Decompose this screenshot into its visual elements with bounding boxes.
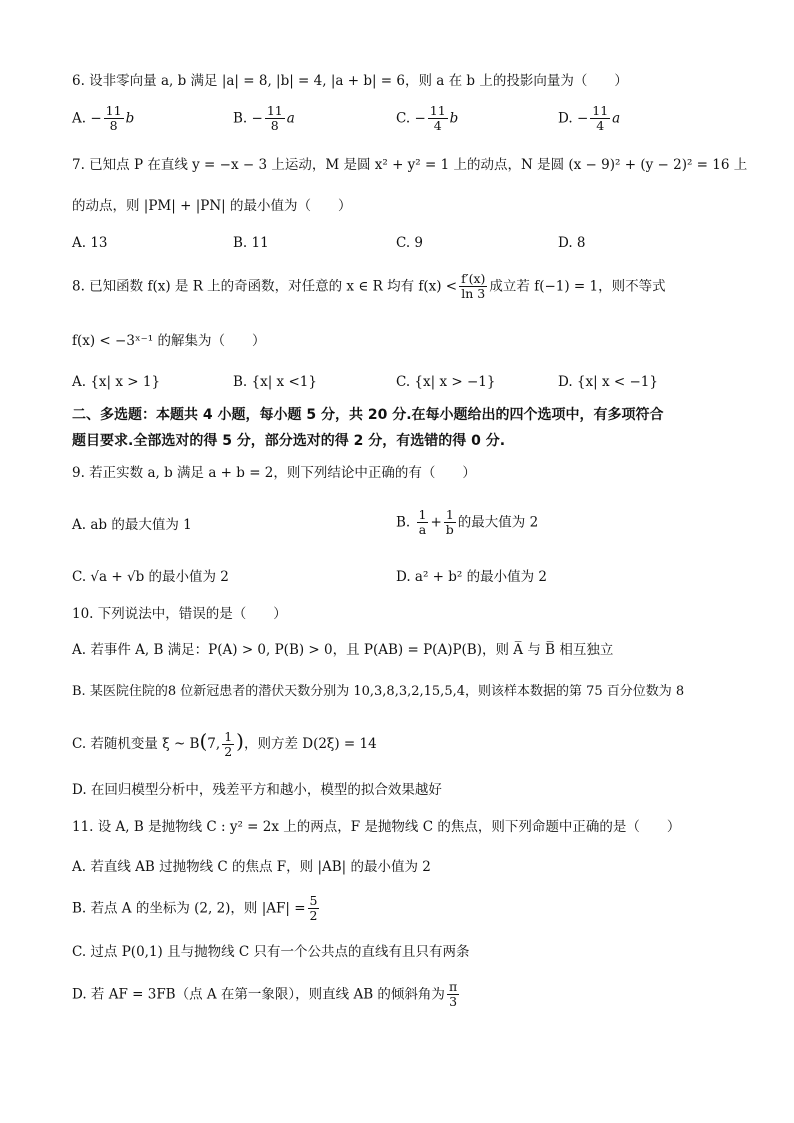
q8-option-c: C. {x| x > −1} [396,374,496,390]
q10-c-part1: C. 若随机变量 ξ ~ B [72,736,200,752]
q7-option-d: D. 8 [558,235,586,251]
option-label: B. [233,110,248,127]
q8-option-d: D. {x| x < −1} [558,374,658,390]
q8-option-a: A. {x| x > 1} [72,374,161,390]
option-label: D. [558,110,573,127]
q9-option-d: D. a² + b² 的最小值为 2 [396,569,548,585]
q8-option-b: B. {x| x <1} [233,374,317,390]
option-tail: 的最大值为 2 [457,514,539,531]
q10-c-part2: ，则方差 D(2ξ) = 14 [243,736,377,752]
option-sign: − [251,110,263,127]
q11-b-fraction: $\frac{5}{2}$ [309,893,318,924]
q7-stem-line1: 7. 已知点 P 在直线 y = −x − 3 上运动，M 是圆 x² + y² = 1 上的动点，N 是圆 (x − 9)² + (y − 2)² = 16 上 [72,157,748,173]
q11-option-b [72,894,321,924]
option-sign: − [414,110,426,127]
option-fraction: $\frac{11}{8}$ [266,103,283,134]
option-var: b [449,110,459,127]
option-var: a [286,110,295,127]
option-label: C. [396,110,411,127]
q11-d-fraction: $\frac{\pi}{3}$ [448,979,458,1010]
q7-option-b: B. 11 [233,235,269,251]
option-label: A. [72,110,87,127]
q11-option-c: C. 过点 P(0,1) 且与抛物线 C 只有一个公共点的直线有且只有两条 [72,944,470,960]
q10-c-inner: 7, [207,736,221,752]
q10-option-d: D. 在回归模型分析中，残差平方和越小，模型的拟合效果越好 [72,782,442,798]
q10-option-b: B. 某医院住院的8 位新冠患者的潜伏天数分别为 10,3,8,3,2,15,5,4，则该样本数据的第 75 百分位数为 8 [72,684,685,699]
option-var: a [612,110,621,127]
q11-stem: 11. 设 A, B 是抛物线 C : y² = 2x 上的两点，F 是抛物线 C 的焦点，则下列命题中正确的是（ ） [72,819,681,835]
q10-stem: 10. 下列说法中，错误的是（ ） [72,606,287,622]
option-fraction: $\frac{11}{4}$ [429,103,446,134]
q10-option-c: C. 若随机变量 ξ ~ B(7, $\frac{1}{2}$ )，则方差 D(2ξ) = 14 [72,728,377,759]
q8-fraction: $\frac{f'(x)}{\ln 3}$ [461,271,486,302]
option-sign: − [90,110,102,127]
option-var: b [125,110,135,127]
fraction-1-over-a: $\frac{1}{a}$ [418,507,427,538]
q7-stem-line2: 的动点，则 |PM| + |PN| 的最小值为（ ） [72,198,352,214]
q6-option-d [558,104,620,134]
option-fraction: $\frac{11}{8}$ [105,103,122,134]
q7-option-a: A. 13 [72,235,108,251]
q9-stem: 9. 若正实数 a, b 满足 a + b = 2，则下列结论中正确的有（ ） [72,465,476,481]
q11-b-part1: B. 若点 A 的坐标为 (2, 2)，则 |AF| = [72,900,306,917]
q6-option-c [396,104,458,134]
section2-heading-line1: 二、多选题：本题共 4 小题，每小题 5 分，共 20 分.在每小题给出的四个选项中，有多项符合 [72,407,664,423]
q8-stem-line2: f(x) < −3ˣ⁻¹ 的解集为（ ） [72,333,266,349]
option-fraction: $\frac{11}{4}$ [592,103,609,134]
section2-heading-line2: 题目要求.全部选对的得 5 分，部分选对的得 2 分，有选错的得 0 分. [72,433,506,449]
q8-stem-part2: 成立若 f(−1) = 1，则不等式 [489,278,666,295]
q10-c-fraction: $\frac{1}{2}$ [224,728,233,759]
q6-option-a [72,104,134,134]
q9-option-b: B. $\frac{1}{a}$ + $\frac{1}{b}$ 的最大值为 2 [396,507,539,538]
q6-stem: 6. 设非零向量 a, b 满足 |a| = 8, |b| = 4, |a + b| = 6，则 a 在 b 上的投影向量为（ ） [72,73,628,89]
q8-stem-part1: 8. 已知函数 f(x) 是 R 上的奇函数，对任意的 x ∈ R 均有 f(x) < [72,278,458,295]
q11-d-part1: D. 若 AF = 3FB（点 A 在第一象限），则直线 AB 的倾斜角为 [72,986,445,1003]
q7-option-c: C. 9 [396,235,424,251]
q11-option-a: A. 若直线 AB 过抛物线 C 的焦点 F，则 |AB| 的最小值为 2 [72,859,431,875]
q10-option-a: A. 若事件 A, B 满足：P(A) > 0, P(B) > 0，且 P(AB) = P(A)P(B)，则 A̅ 与 B̅ 相互独立 [72,642,614,658]
option-label: B. [396,514,411,531]
q9-option-a: A. ab 的最大值为 1 [72,517,192,533]
q11-option-d [72,980,461,1010]
option-sign: − [576,110,589,127]
fraction-1-over-b: $\frac{1}{b}$ [445,507,454,538]
q9-option-c: C. √a + √b 的最小值为 2 [72,569,229,585]
q6-option-b [233,104,295,134]
q8-stem-line1 [72,272,666,302]
